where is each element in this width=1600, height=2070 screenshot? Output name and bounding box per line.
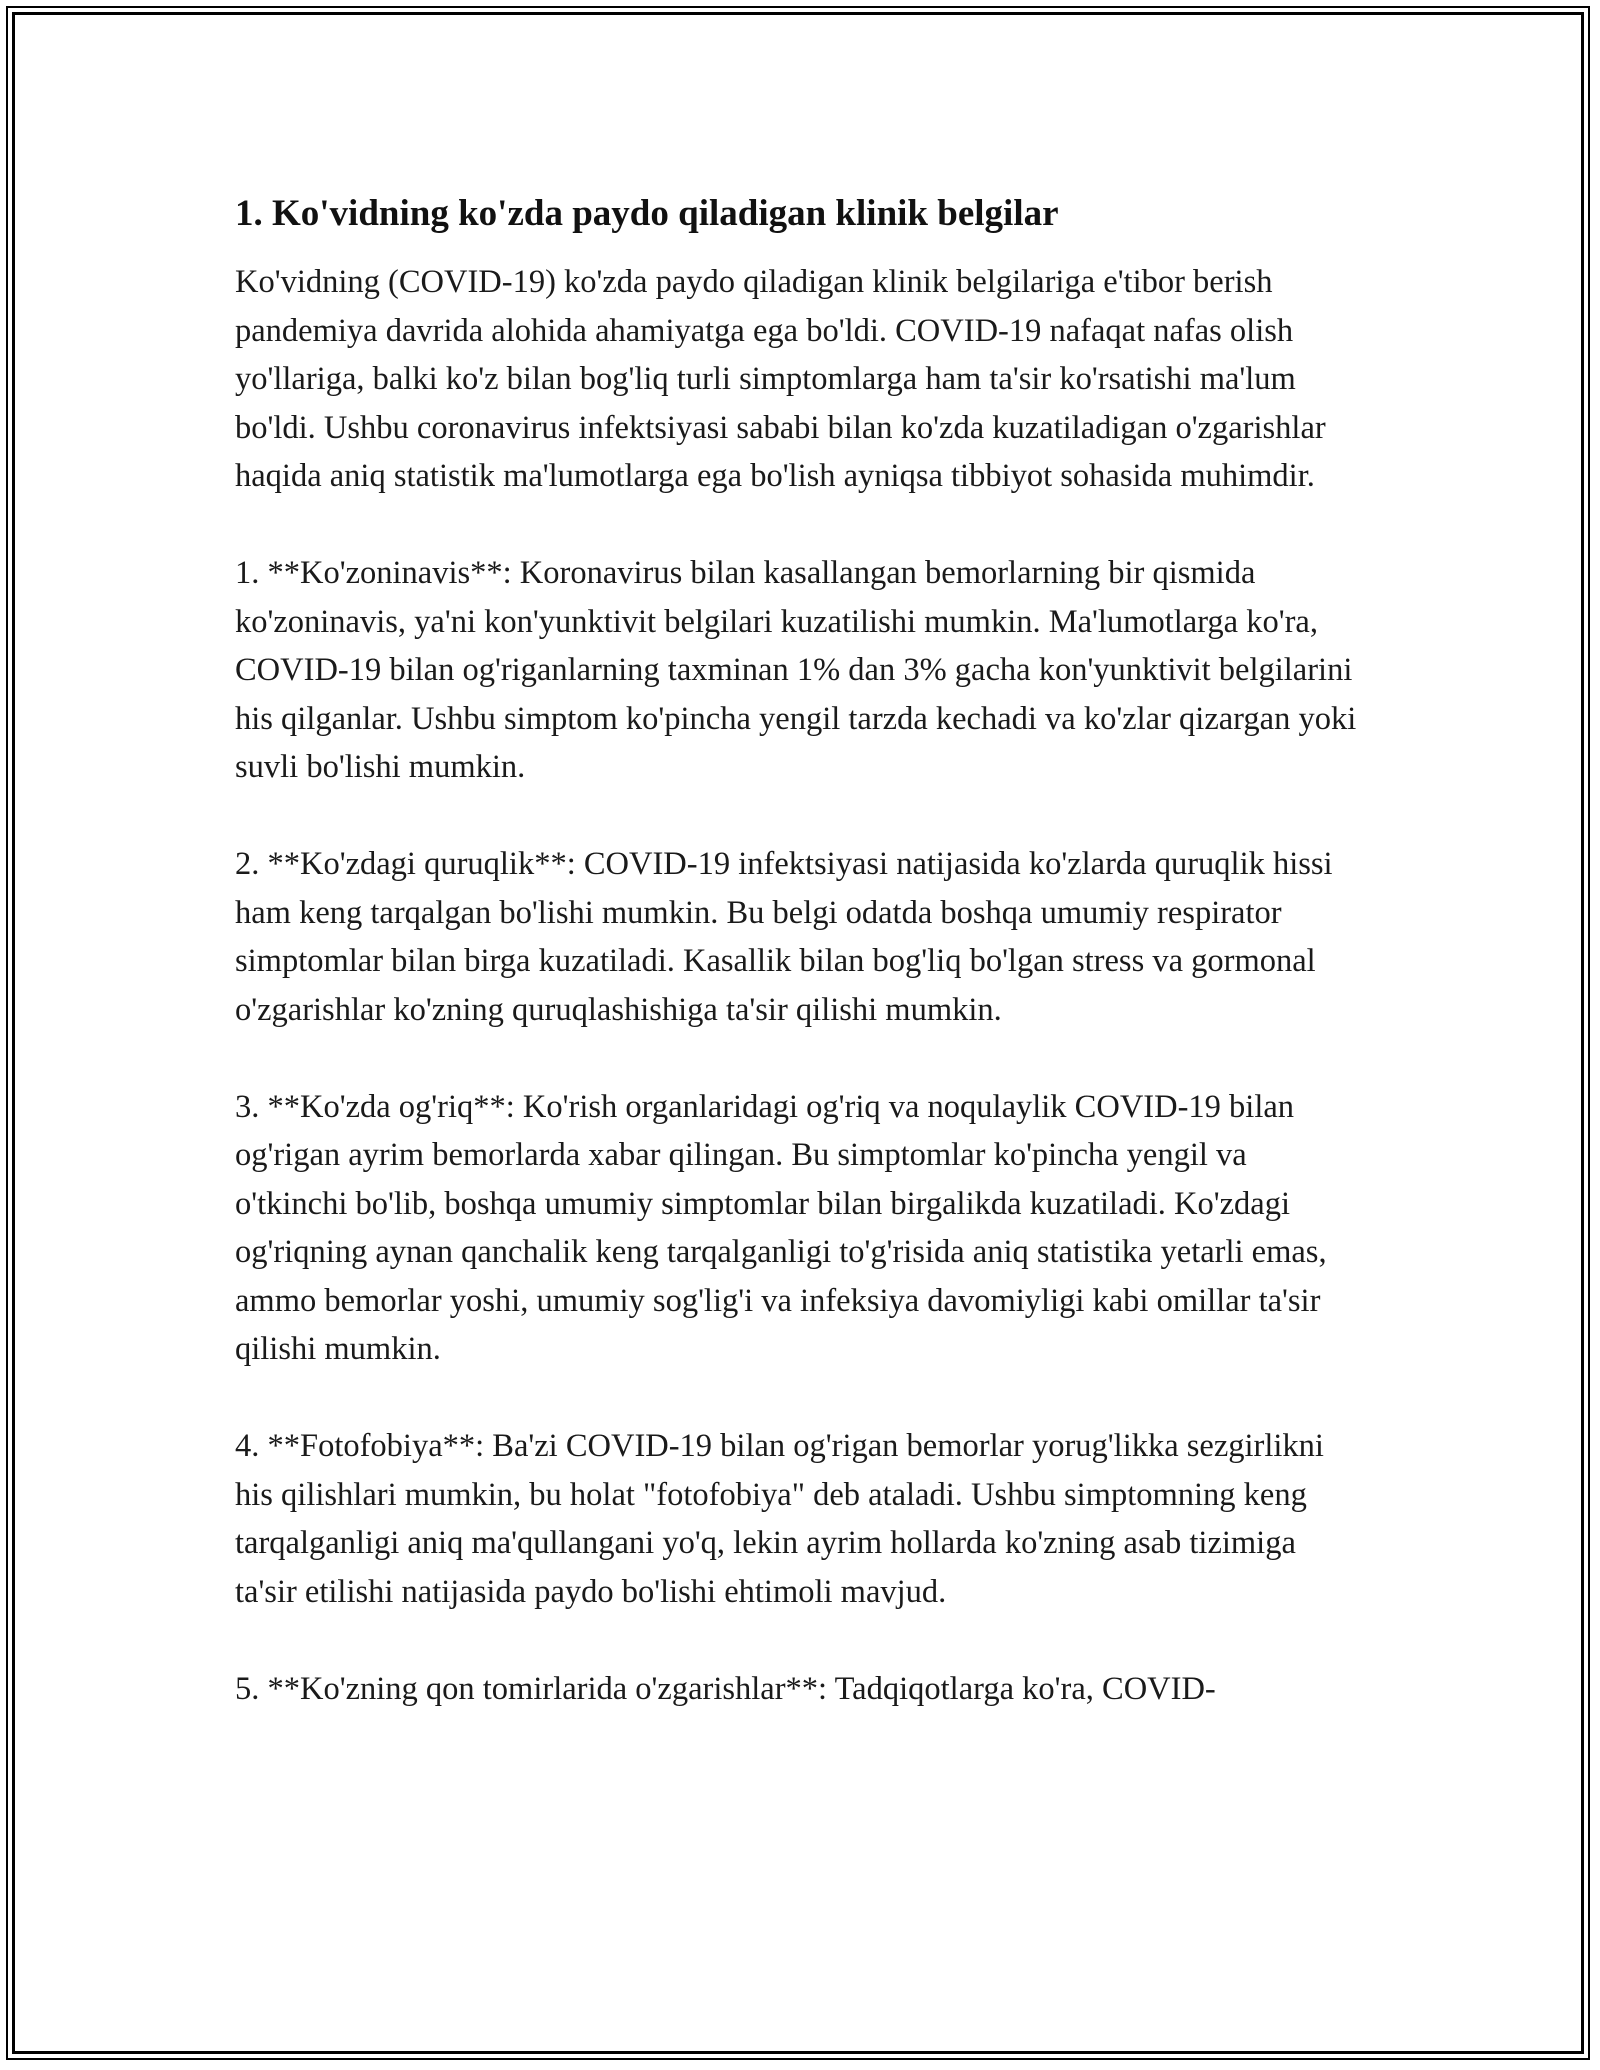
paragraph-blood-vessels: 5. **Ko'zning qon tomirlarida o'zgarishlar**: Tadqiqotlarga ko'ra, COVID- <box>235 1670 1216 1707</box>
paragraph-eye-pain: 3. **Ko'zda og'riq**: Ko'rish organlaridagi og'riq va noqulaylik COVID-19 bilan og'rigan ayrim bemorlarda xabar qilingan. Bu simptomlar ko'pincha yengil va o'tkinchi bo'lib, boshqa umumiy simptomlar bilan birgalikda kuzatiladi. Ko'zdagi og'riqning aynan qanchalik keng tarqalganligi to'g'risida aniq statistika yetarli emas, ammo bemorlar yoshi, umumiy sog'lig'i va infeksiya davomiyligi kabi omillar ta'sir qilishi mumkin. <box>235 1088 1327 1367</box>
document-body <box>235 186 1365 1762</box>
paragraph-conjunctivitis: 1. **Ko'zoninavis**: Koronavirus bilan kasallangan bemorlarning bir qismida ko'zoninavis, ya'ni kon'yunktivit belgilari kuzatilishi mumkin. Ma'lumotlarga ko'ra, COVID-19 bilan og'riganlarning taxminan 1% dan 3% gacha kon'yunktivit belgilarini his qilganlar. Ushbu simptom ko'pincha yengil tarzda kechadi va ko'zlar qizargan yoki suvli bo'lishi mumkin. <box>235 555 1357 785</box>
intro-paragraph: Ko'vidning (COVID-19) ko'zda paydo qiladigan klinik belgilariga e'tibor berish pandemiya davrida alohida ahamiyatga ega bo'ldi. COVID-19 nafaqat nafas olish yo'llariga, balki ko'z bilan bog'liq turli simptomlarga ham ta'sir ko'rsatishi ma'lum bo'ldi. Ushbu coronavirus infektsiyasi sababi bilan ko'zda kuzatiladigan o'zgarishlar haqida aniq statistik ma'lumotlarga ega bo'lish ayniqsa tibbiyot sohasida muhimdir. <box>235 264 1326 494</box>
paragraph-dryness: 2. **Ko'zdagi quruqlik**: COVID-19 infektsiyasi natijasida ko'zlarda quruqlik hissi ham keng tarqalgan bo'lishi mumkin. Bu belgi odatda boshqa umumiy respirator simptomlar bilan birga kuzatiladi. Kasallik bilan bog'liq bo'lgan stress va gormonal o'zgarishlar ko'zning quruqlashishiga ta'sir qilishi mumkin. <box>235 846 1333 1028</box>
section-heading: 1. Ko'vidning ko'zda paydo qiladigan klinik belgilar <box>235 193 1059 234</box>
paragraph-photophobia: 4. **Fotofobiya**: Ba'zi COVID-19 bilan og'rigan bemorlar yorug'likka sezgirlikni his qilishlari mumkin, bu holat "fotofobiya" deb ataladi. Ushbu simptomning keng tarqalganligi aniq ma'qullangani yo'q, lekin ayrim hollarda ko'zning asab tizimiga ta'sir etilishi natijasida paydo bo'lishi ehtimoli mavjud. <box>235 1428 1324 1610</box>
